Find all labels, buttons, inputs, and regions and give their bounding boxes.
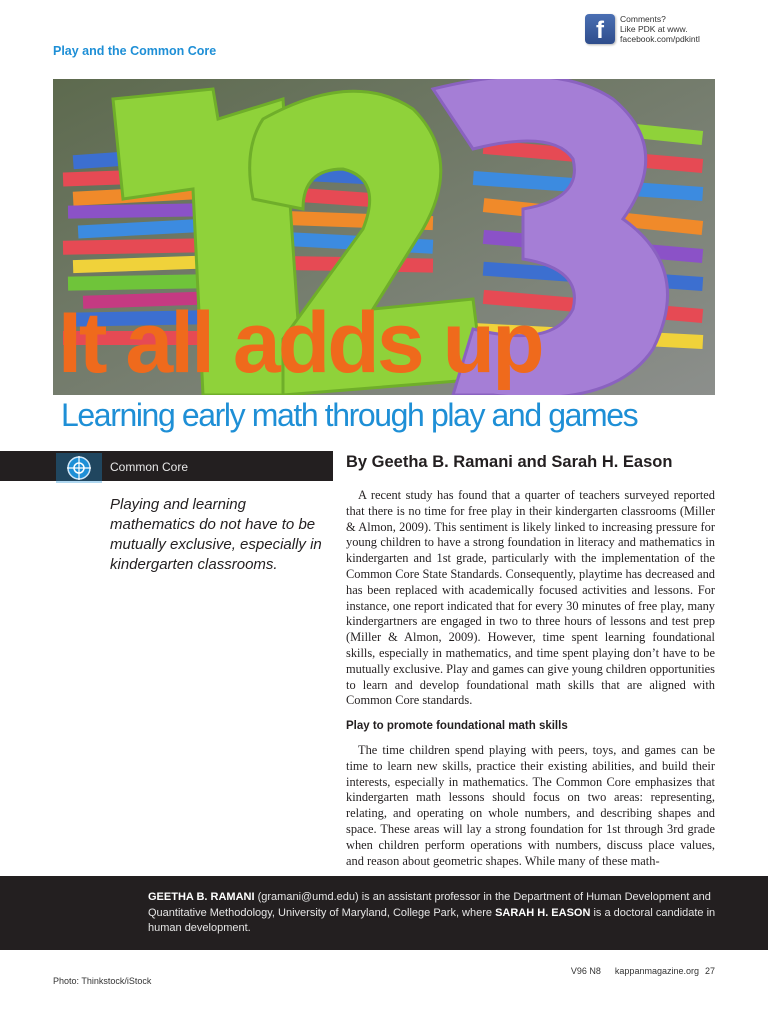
section-heading: Play to promote foundational math skills [346,720,568,733]
byline: By Geetha B. Ramani and Sarah H. Eason [346,453,673,471]
facebook-line-3: facebook.com/pdkintl [620,34,700,44]
page-folio [557,966,715,976]
author-name-2: SARAH H. EASON [495,906,591,919]
section-label: Play and the Common Core [53,44,217,58]
paragraph: A recent study has found that a quarter of teachers surveyed reported that there is no time for free play in their kindergarten classrooms (Miller & Almon, 2009). This sentiment is likely linked to increasing pressure for young children to have a strong foundation in literacy and mathematics in kindergarten and 1st grade, particularly with the implementation of the Common Core State Standards. Consequently, playtime has decreased and has been replaced with academically focused activities and lessons. For instance, one report indicated that for every 30 minutes of free play, many kindergartners are engaged in two to three hours of lessons and test prep (Miller & Almon, 2009). However, time spent learning foundational skills, especially in mathematics, and time spent playing don’t have to be mutually exclusive. Play and games can give young children opportunities to learn and develop foundational math skills that are aligned with Common Core standards. [346,488,715,708]
facebook-line-1: Comments? [620,14,666,24]
facebook-icon: f [585,14,615,44]
volume-number: V96 N8 [570,966,601,976]
page-number: 27 [704,966,715,976]
facebook-link[interactable] [585,14,625,46]
article-body [346,488,715,869]
headline: It all adds up [58,295,542,391]
bio-text-1: (gramani@umd.edu) is an assistant professor in the Department of Human Development and Quantitative Methodology, University of Maryland, College Park, where [148,891,711,919]
site-url[interactable]: kappanmagazine.org [614,966,699,976]
pull-quote: Playing and learning mathematics do not have to be mutually exclusive, especially in kindergarten classrooms. [110,496,322,573]
author-bio [148,890,718,937]
photo-credit: Photo: Thinkstock/iStock [53,976,152,986]
subheadline: Learning early math through play and games [61,397,638,433]
crosshair-target-icon [56,453,102,483]
facebook-line-2: Like PDK at www. [620,24,688,34]
facebook-caption[interactable] [620,14,760,44]
bio-text-2: is a doctoral candidate in human development. [148,906,716,934]
topic-label: Common Core [110,460,189,474]
author-name-1: GEETHA B. RAMANI [148,891,255,903]
paragraph: The time children spend playing with peers, toys, and games can be time to learn new skills, practice their existing abilities, and build their interests, especially in mathematics. The Common Core emphasizes that kindergarten math lessons should focus on two areas: representing, relating, and operating on whole numbers, and describing shapes and space. These areas will lay a strong foundation for 1st through 3rd grade when children perform operations with numbers, discuss place values, and reason about geometric shapes. While many of these math- [346,742,715,868]
